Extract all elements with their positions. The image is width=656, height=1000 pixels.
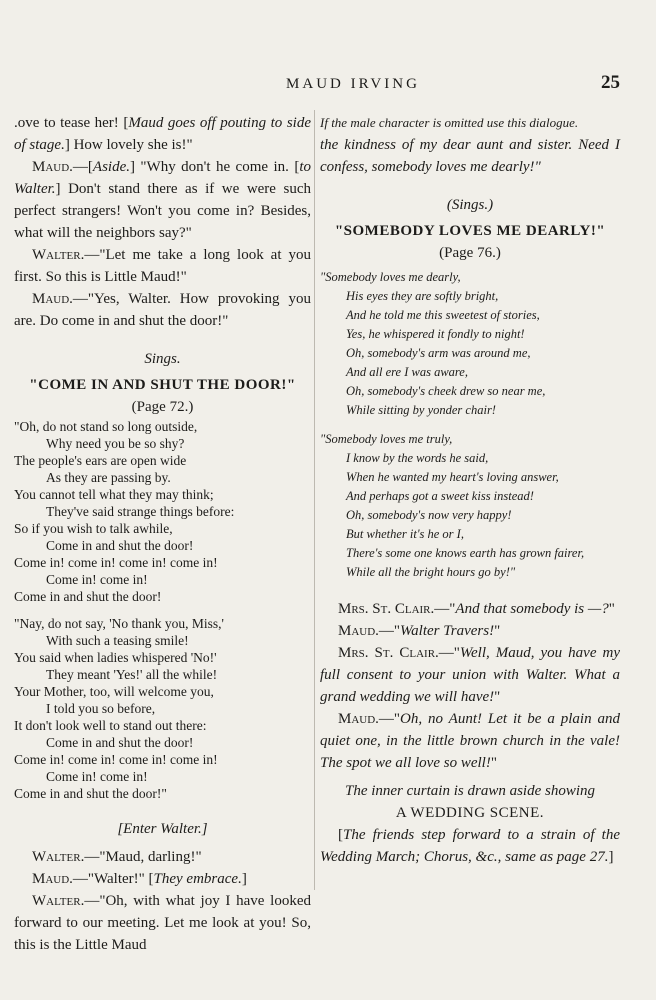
verse-line: "Somebody loves me truly,: [320, 432, 453, 446]
running-header: [0, 72, 656, 100]
verse-line: His eyes they are softly bright,: [346, 289, 499, 303]
song-page-ref: (Page 72.): [131, 399, 194, 415]
speaker: Mrs. St. Clair.: [338, 645, 439, 661]
paragraph: Walter.—"Maud, darling!": [32, 849, 202, 865]
verse-line: I know by the words he said,: [346, 451, 489, 465]
song-verse: [14, 418, 311, 605]
running-title: MAUD IRVING: [286, 76, 420, 92]
speaker: Maud.: [338, 711, 379, 727]
verse-line: Oh, somebody's arm was around me,: [346, 346, 531, 360]
speaker: Walter.: [32, 849, 85, 865]
paragraph: Mrs. St. Clair.—"Well, Maud, you have my full consent to your union with Walter. What a grand wedding we will have!": [320, 645, 620, 705]
paragraph: Maud.—"Walter Travers!": [338, 623, 501, 639]
paragraph: Walter.—"Let me take a long look at you first. So this is Little Maud!": [14, 247, 311, 285]
scene-title: A WEDDING SCENE.: [395, 805, 545, 821]
paragraph: Maud.—"Yes, Walter. How provoking you are. Do come in and shut the door!": [14, 291, 311, 329]
verse-line: Come in and shut the door!: [46, 538, 194, 553]
verse-line: Come in and shut the door!: [46, 735, 194, 750]
verse-line: And all ere I was aware,: [346, 365, 468, 379]
verse-line: Why need you be so shy?: [46, 436, 185, 451]
verse-line: Oh, somebody's now very happy!: [346, 508, 512, 522]
verse-line: But whether it's he or I,: [346, 527, 464, 541]
verse-line: And perhaps got a sweet kiss instead!: [346, 489, 534, 503]
stage-direction: [Enter Walter.]: [117, 821, 208, 837]
editorial-note: If the male character is omitted use this dialogue.: [320, 115, 579, 130]
paragraph: Mrs. St. Clair.—"And that somebody is —?": [338, 601, 615, 617]
paragraph: Maud.—"Walter!" [They embrace.]: [32, 871, 247, 887]
sings-direction: (Sings.): [446, 197, 494, 213]
verse-line: While sitting by yonder chair!: [346, 403, 496, 417]
song-title: "COME IN AND SHUT THE DOOR!": [29, 377, 296, 393]
verse-line: You cannot tell what they may think;: [14, 487, 214, 502]
paragraph: the kindness of my dear aunt and sister. Need I confess, somebody loves me dearly!": [320, 137, 620, 175]
verse-line: With such a teasing smile!: [46, 633, 189, 648]
verse-line: And he told me this sweetest of stories,: [346, 308, 540, 322]
page-number: 25: [601, 72, 620, 93]
song-verse: [14, 615, 311, 802]
left-column: [14, 112, 311, 956]
verse-line: "Somebody loves me dearly,: [320, 270, 461, 284]
verse-line: They meant 'Yes!' all the while!: [46, 667, 218, 682]
speaker: Maud.: [32, 291, 73, 307]
verse-line: "Oh, do not stand so long outside,: [14, 419, 198, 434]
song-verse: [320, 268, 620, 420]
verse-line: Come in and shut the door!: [14, 589, 162, 604]
song-verse: [320, 430, 620, 582]
paragraph: Maud.—"Oh, no Aunt! Let it be a plain and quiet one, in the little brown church in the vale! The spot we all love so well!": [320, 711, 620, 771]
sings-direction: Sings.: [144, 351, 181, 367]
verse-line: Come in! come in!: [46, 572, 148, 587]
stage-direction: The inner curtain is drawn aside showing: [344, 783, 595, 799]
verse-line: Yes, he whispered it fondly to night!: [346, 327, 525, 341]
verse-line: It don't look well to stand out there:: [14, 718, 207, 733]
speaker: Mrs. St. Clair.: [338, 601, 435, 617]
verse-line: So if you wish to talk awhile,: [14, 521, 173, 536]
verse-line: Come in and shut the door!": [14, 786, 167, 801]
verse-line: You said when ladies whispered 'No!': [14, 650, 217, 665]
verse-line: "Nay, do not say, 'No thank you, Miss,': [14, 616, 224, 631]
song-page-ref: (Page 76.): [439, 245, 501, 261]
verse-line: I told you so before,: [46, 701, 156, 716]
verse-line: Come in! come in! come in! come in!: [14, 752, 218, 767]
verse-line: As they are passing by.: [46, 470, 171, 485]
verse-line: Oh, somebody's cheek drew so near me,: [346, 384, 546, 398]
paragraph: .ove to tease her! [Maud goes off pouting to side of stage.] How lovely she is!": [14, 115, 311, 153]
verse-line: While all the bright hours go by!": [346, 565, 516, 579]
verse-line: Come in! come in! come in! come in!: [14, 555, 218, 570]
speaker: Maud.: [338, 623, 379, 639]
speaker: Maud.: [32, 871, 73, 887]
verse-line: They've said strange things before:: [46, 504, 235, 519]
speaker: Walter.: [32, 893, 85, 909]
verse-line: When he wanted my heart's loving answer,: [346, 470, 559, 484]
paragraph: Walter.—"Oh, with what joy I have looked forward to our meeting. Let me look at you! So, this is the Little Maud: [14, 893, 311, 953]
verse-line: There's some one knows earth has grown fairer,: [346, 546, 585, 560]
paragraph: Maud.—[Aside.] "Why don't he come in. [to Walter.] Don't stand there as if we were such perfect strangers! Won't you come in? Besides, what will the neighbors say?": [14, 159, 311, 241]
right-column: [320, 112, 620, 868]
verse-line: Come in! come in!: [46, 769, 148, 784]
verse-line: Your Mother, too, will welcome you,: [14, 684, 214, 699]
song-title: "SOMEBODY LOVES ME DEARLY!": [334, 223, 606, 239]
stage-direction: [The friends step forward to a strain of the Wedding March; Chorus, &c., same as page 27.]: [320, 827, 620, 865]
verse-line: The people's ears are open wide: [14, 453, 187, 468]
column-divider: [314, 110, 315, 890]
speaker: Walter.: [32, 247, 85, 263]
speaker: Maud.: [32, 159, 73, 175]
